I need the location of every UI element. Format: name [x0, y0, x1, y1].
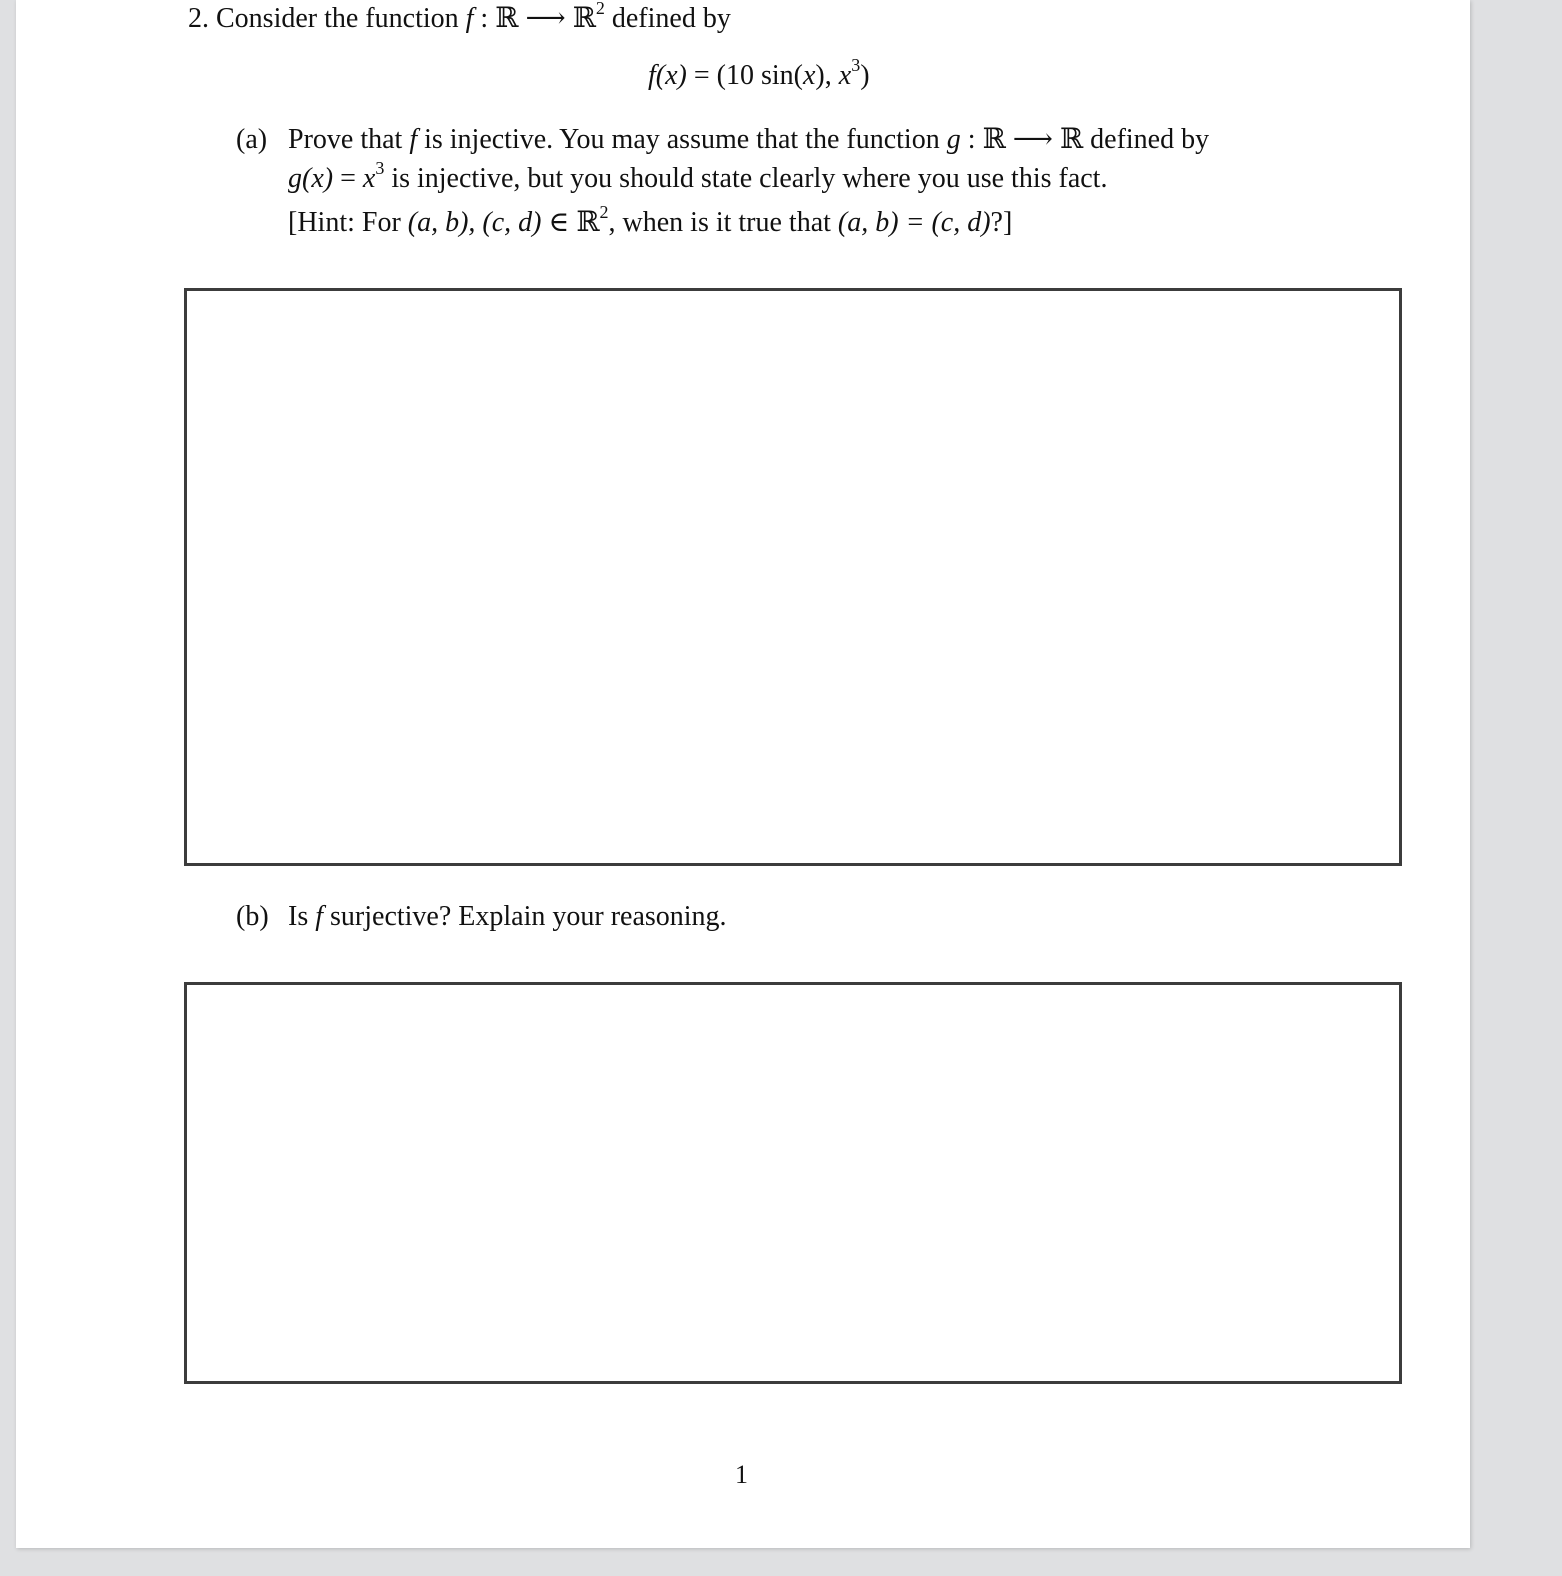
- intro-tail: defined by: [604, 3, 731, 34]
- intro-text: Consider the function: [216, 3, 459, 34]
- intro-f: f: [465, 3, 474, 34]
- answer-box-part-a[interactable]: [184, 288, 1402, 866]
- formula-x: x: [802, 60, 816, 91]
- formula-x2: x: [838, 60, 852, 91]
- part-b-text-b: surjective? Explain your reasoning.: [330, 901, 727, 932]
- part-b-label: (b): [236, 901, 269, 932]
- part-b-text: [288, 900, 727, 934]
- function-formula: [648, 54, 870, 93]
- part-a-sup: 3: [375, 157, 385, 178]
- hint-pairs: (a, b), (c, d): [407, 207, 542, 238]
- part-a-text: Prove that: [288, 124, 403, 155]
- part-b-text-a: Is: [288, 901, 309, 932]
- hint-in: ∈ ℝ: [541, 207, 600, 238]
- part-a-arg: (x): [302, 163, 334, 194]
- question-intro: [188, 2, 731, 36]
- part-a-x: x: [362, 163, 376, 194]
- page-number: 1: [735, 1460, 748, 1489]
- part-a-g: g: [288, 163, 302, 194]
- hint-text: [Hint: For: [288, 207, 401, 238]
- part-a-line-1: [288, 123, 1209, 157]
- answer-box-part-b[interactable]: [184, 982, 1402, 1384]
- part-a-g: g: [946, 124, 961, 155]
- intro-mapping: : ℝ ⟶ ℝ: [473, 3, 596, 34]
- formula-arg: (x): [655, 60, 687, 91]
- intro-sup: 2: [595, 0, 605, 18]
- part-a-hint: [288, 201, 1013, 240]
- formula-f: f: [648, 60, 656, 91]
- part-a-text: : ℝ ⟶ ℝ defined by: [960, 124, 1210, 155]
- part-a-f: f: [409, 124, 418, 155]
- part-a-label: (a): [236, 124, 268, 155]
- formula-mid: ),: [815, 60, 839, 91]
- formula-close: ): [860, 60, 870, 91]
- part-b-f: f: [315, 901, 324, 932]
- hint-text: , when is it true that: [608, 207, 831, 238]
- part-a-line-2: [288, 157, 1108, 196]
- formula-eq: = (10 sin(: [686, 60, 803, 91]
- formula-sup: 3: [851, 54, 861, 75]
- hint-equality: (a, b) = (c, d): [837, 207, 991, 238]
- hint-sup: 2: [599, 201, 609, 222]
- part-a-text: is injective. You may assume that the function: [424, 124, 940, 155]
- part-a-eq: =: [333, 163, 363, 194]
- question-number: 2.: [188, 3, 209, 34]
- hint-end: ?]: [990, 207, 1013, 238]
- part-a-text: is injective, but you should state clearly where you use this fact.: [384, 163, 1108, 194]
- document-page: [16, 0, 1470, 1548]
